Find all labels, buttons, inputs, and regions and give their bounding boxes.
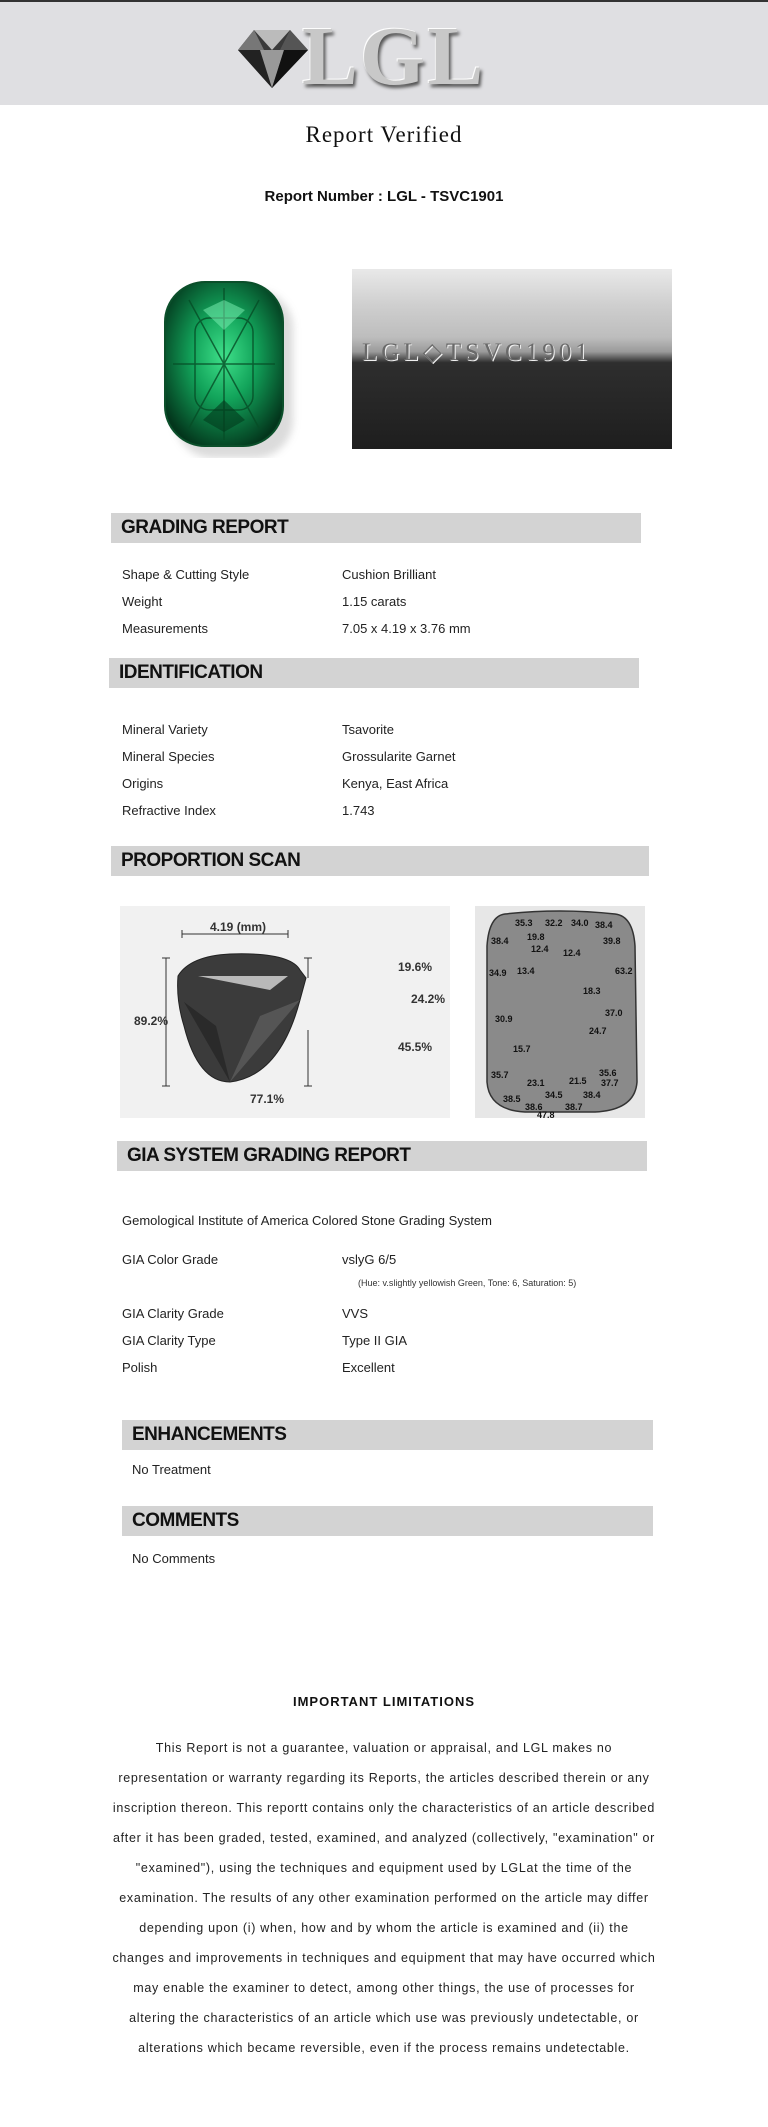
proportion-scan-heading: PROPORTION SCAN [111,846,649,876]
facet-value: 30.9 [495,1014,513,1024]
lgl-logo [232,10,492,103]
facet-value: 38.4 [491,936,509,946]
gemstone-photo [133,270,323,458]
enhancements-heading: ENHANCEMENTS [122,1420,653,1450]
facet-value: 12.4 [563,948,581,958]
gia-value-clarity: VVS [342,1306,369,1321]
diamond-logo-icon [232,24,312,92]
facet-value: 21.5 [569,1076,587,1086]
profile-diagram-svg [120,906,450,1118]
enhancements-text: No Treatment [132,1462,211,1477]
facet-value: 35.6 [599,1068,617,1078]
facet-value: 47.8 [537,1110,555,1120]
gia-label-polish: Polish [122,1360,158,1375]
inscription-photo [352,269,672,449]
facet-value: 38.4 [583,1090,601,1100]
gia-report-heading: GIA SYSTEM GRADING REPORT [117,1141,647,1171]
facet-value: 38.4 [595,920,613,930]
facet-value: 23.1 [527,1078,545,1088]
page-title: Report Verified [305,122,463,147]
grading-label-weight: Weight [122,594,163,609]
identification-heading: IDENTIFICATION [109,658,639,688]
facet-value: 37.7 [601,1078,619,1088]
facet-value: 19.8 [527,932,545,942]
limitations-text: This Report is not a guarantee, valuation or appraisal, and LGL makes no representation or warranty regarding its Reports, the articles described therein or any inscription thereon. This reportt contains only the characteristics of an article described after it has been graded, tested, examined, and analyzed (collectively, "examination" or "examined"), using the techniques and equipment used by LGLat the time of the examination. The results of any other examination performed on the article may differ depending upon (i) when, how and by whom the article is examined and (ii) the changes and improvements in techniques and equipment that may have occurred which may enable the examiner to detect, among other things, the use of processes for altering the characteristics of an article which use was previously undetectable, or alterations which became reversible, even if the process remains undetectable. [112,1741,656,2055]
profile-bottom: 77.1% [250,1092,285,1106]
facet-value: 34.0 [571,918,589,928]
id-label-ri: Refractive Index [122,803,216,818]
grading-label-shape: Shape & Cutting Style [122,567,250,582]
grading-value-weight: 1.15 carats [342,594,407,609]
gia-label-clarity-type: GIA Clarity Type [122,1333,216,1348]
inscription-text: LGL◇TSVC1901 [362,339,592,366]
id-value-ri: 1.743 [342,803,375,818]
id-label-species: Mineral Species [122,749,215,764]
gia-label-clarity: GIA Clarity Grade [122,1306,224,1321]
gia-value-color: vslyG 6/5 [342,1252,397,1267]
profile-girdle: 24.2% [411,992,446,1006]
profile-diagram [120,906,450,1118]
facet-value: 38.6 [525,1102,543,1112]
logo-text: LGL [302,10,486,103]
header-band [0,0,768,105]
limitations-heading: IMPORTANT LIMITATIONS [292,1694,476,1709]
profile-pavilion: 45.5% [398,1040,433,1054]
gia-value-clarity-type: Type II GIA [342,1333,408,1348]
gia-color-note: (Hue: v.slightly yellowish Green, Tone: 6, Saturation: 5) [358,1278,577,1288]
profile-crown: 19.6% [398,960,433,974]
facet-value: 34.9 [489,968,507,978]
id-value-species: Grossularite Garnet [342,749,456,764]
facet-map [475,906,645,1118]
facet-value: 18.3 [583,986,601,996]
id-label-variety: Mineral Variety [122,722,208,737]
facet-value: 38.5 [503,1094,521,1104]
facet-value: 35.3 [515,918,533,928]
facet-value: 24.7 [589,1026,607,1036]
profile-total-depth: 89.2% [134,1014,169,1028]
gia-system-text: Gemological Institute of America Colored Stone Grading System [122,1213,492,1228]
id-value-origins: Kenya, East Africa [342,776,449,791]
gia-label-color: GIA Color Grade [122,1252,219,1267]
id-label-origins: Origins [122,776,164,791]
grading-report-heading: GRADING REPORT [111,513,641,543]
grading-value-shape: Cushion Brilliant [342,567,436,582]
facet-value: 35.7 [491,1070,509,1080]
profile-width-label: 4.19 (mm) [210,920,267,934]
facet-value: 38.7 [565,1102,583,1112]
comments-heading: COMMENTS [122,1506,653,1536]
facet-value: 39.8 [603,936,621,946]
facet-value: 12.4 [531,944,549,954]
facet-value: 15.7 [513,1044,531,1054]
grading-label-measurements: Measurements [122,621,208,636]
comments-text: No Comments [132,1551,216,1566]
facet-value: 13.4 [517,966,535,976]
facet-value: 63.2 [615,966,633,976]
grading-value-measurements: 7.05 x 4.19 x 3.76 mm [342,621,471,636]
facet-value: 34.5 [545,1090,563,1100]
facet-value: 32.2 [545,918,563,928]
id-value-variety: Tsavorite [342,722,395,737]
gia-value-polish: Excellent [342,1360,395,1375]
facet-value: 37.0 [605,1008,623,1018]
report-number: Report Number : LGL - TSVC1901 [264,188,504,205]
